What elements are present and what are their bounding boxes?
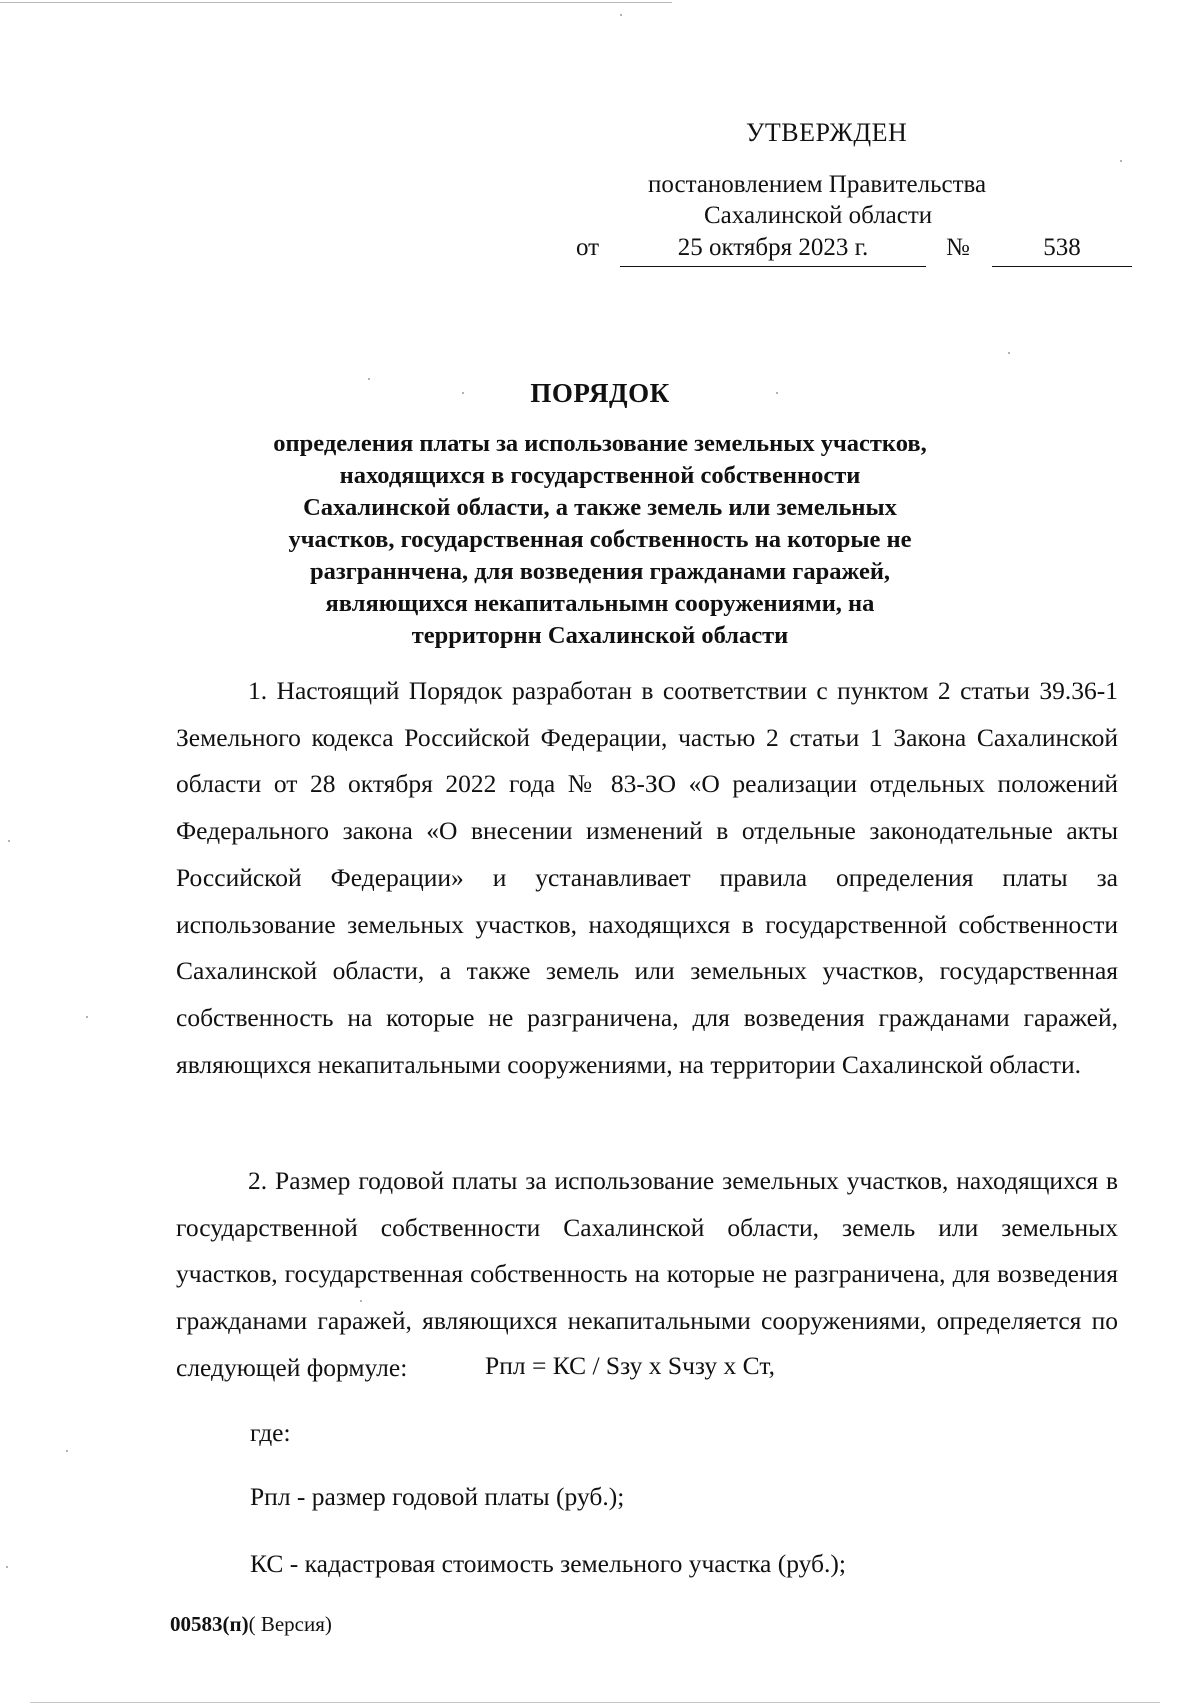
approval-date: 25 октября 2023 г. (620, 232, 926, 267)
subtitle-line: Сахалинской области, а также земель или земельных (303, 494, 897, 521)
where-label: где: (250, 1418, 291, 1447)
document-title: ПОРЯДОК (530, 378, 670, 408)
subtitle-line: находящихся в государственной собственности (339, 462, 861, 489)
approval-title: УТВЕРЖДЕН (746, 118, 908, 147)
paragraph-1: 1. Настоящий Порядок разработан в соответствии с пунктом 2 статьи 39.36-1 Земельного кодекса Российской Федерации, частью 2 статьи 1 Закона Сахалинской области от 28 октября 2022 года № 83-ЗО «О реализации отдельных положений Федерального закона «О внесении изменений в отдельные законодательные акты Российской Федерации» и устанавливает правила определения платы за использование земельных участков, находящихся в государственной собственности Сахалинской области, а также земель или земельных участков, государственная собственность на которые не разграничена, для возведения гражданами гаражей, являющихся некапитальными сооружениями, на территории Сахалинской области. (176, 676, 1118, 1079)
approval-line-1: постановлением Правительства (648, 171, 987, 198)
subtitle-line: являющихся некапитальнымн сооружениями, на (325, 590, 875, 617)
scan-edge-bottom (30, 1702, 1160, 1703)
scan-speck (6, 1566, 8, 1568)
subtitle-line: участков, государственная собственность на которые не (288, 526, 912, 553)
from-label: от (576, 234, 600, 261)
approval-number: 538 (992, 232, 1132, 267)
definition-ks: КС - кадастровая стоимость земельного участка (руб.); (250, 1549, 846, 1578)
number-sign-label: № (946, 234, 970, 261)
scan-speck (86, 1016, 88, 1018)
paragraph-2: 2. Размер годовой платы за использование земельных участков, находящихся в государственной собственности Сахалинской области, земель или земельных участков, государственная собственность на которые не разграничена, для возведения гражданами гаражей, являющихся некапитальными сооружениями, определяется по следующей формуле: (176, 1166, 1118, 1382)
document-version: ( Версия) (248, 1612, 332, 1636)
fee-formula: Рпл = КС / Sзу х Sчзу х Ст, (485, 1351, 775, 1380)
approval-date-row (576, 232, 1116, 272)
scan-speck (1120, 160, 1122, 162)
subtitle-line: определения платы за использование земельных участков, (273, 430, 927, 457)
subtitle-line: разграннчена, для возведения гражданами гаражей, (309, 558, 891, 585)
subtitle-line: территорнн Сахалинской области (411, 622, 789, 649)
scan-speck (1008, 352, 1010, 354)
scan-speck (66, 1450, 68, 1452)
scan-speck (8, 840, 10, 842)
definition-ppl: Рпл - размер годовой платы (руб.); (250, 1482, 625, 1511)
scan-speck (620, 14, 622, 16)
approval-line-2: Сахалинской области (704, 202, 933, 229)
document-code (170, 1612, 332, 1637)
document-subtitle (200, 428, 1000, 652)
document-code-number: 00583(п) (170, 1612, 249, 1636)
paragraph-1-block (176, 668, 1118, 1088)
scan-edge-top (0, 2, 672, 3)
